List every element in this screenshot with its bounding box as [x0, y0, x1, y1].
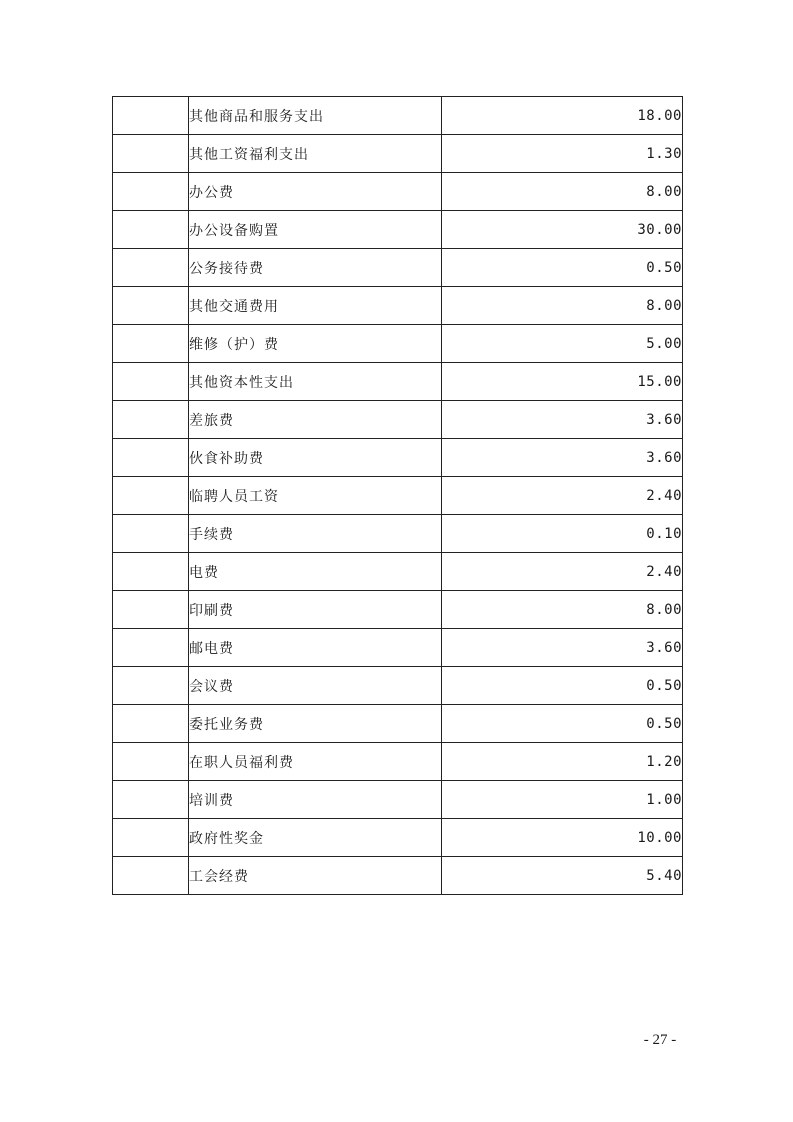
amount-cell: 0.50 [442, 249, 683, 287]
item-name-cell: 其他工资福利支出 [189, 135, 442, 173]
item-name-cell: 委托业务费 [189, 705, 442, 743]
amount-cell: 2.40 [442, 477, 683, 515]
table-row [113, 553, 683, 591]
amount-cell: 8.00 [442, 287, 683, 325]
blank-cell [113, 249, 189, 287]
blank-cell [113, 211, 189, 249]
table-row [113, 401, 683, 439]
item-name-cell: 其他商品和服务支出 [189, 97, 442, 135]
blank-cell [113, 97, 189, 135]
item-name-cell: 维修（护）费 [189, 325, 442, 363]
table-row [113, 819, 683, 857]
amount-cell: 2.40 [442, 553, 683, 591]
item-name-cell: 办公费 [189, 173, 442, 211]
blank-cell [113, 819, 189, 857]
amount-cell: 1.00 [442, 781, 683, 819]
blank-cell [113, 135, 189, 173]
item-name-cell: 工会经费 [189, 857, 442, 895]
item-name-cell: 其他资本性支出 [189, 363, 442, 401]
page-number: - 27 - [643, 1032, 677, 1048]
table-row [113, 667, 683, 705]
table-row [113, 287, 683, 325]
amount-cell: 1.20 [442, 743, 683, 781]
item-name-cell: 在职人员福利费 [189, 743, 442, 781]
item-name-cell: 政府性奖金 [189, 819, 442, 857]
blank-cell [113, 401, 189, 439]
amount-cell: 3.60 [442, 439, 683, 477]
table-row [113, 211, 683, 249]
table-row [113, 515, 683, 553]
amount-cell: 10.00 [442, 819, 683, 857]
amount-cell: 8.00 [442, 591, 683, 629]
blank-cell [113, 515, 189, 553]
table-row [113, 173, 683, 211]
item-name-cell: 会议费 [189, 667, 442, 705]
item-name-cell: 办公设备购置 [189, 211, 442, 249]
item-name-cell: 临聘人员工资 [189, 477, 442, 515]
blank-cell [113, 857, 189, 895]
table-row [113, 439, 683, 477]
amount-cell: 5.40 [442, 857, 683, 895]
item-name-cell: 其他交通费用 [189, 287, 442, 325]
amount-cell: 5.00 [442, 325, 683, 363]
amount-cell: 3.60 [442, 401, 683, 439]
item-name-cell: 印刷费 [189, 591, 442, 629]
blank-cell [113, 325, 189, 363]
item-name-cell: 公务接待费 [189, 249, 442, 287]
item-name-cell: 培训费 [189, 781, 442, 819]
item-name-cell: 差旅费 [189, 401, 442, 439]
blank-cell [113, 439, 189, 477]
expense-table-body [113, 97, 683, 895]
blank-cell [113, 591, 189, 629]
item-name-cell: 邮电费 [189, 629, 442, 667]
amount-cell: 3.60 [442, 629, 683, 667]
table-row [113, 705, 683, 743]
amount-cell: 0.50 [442, 705, 683, 743]
blank-cell [113, 629, 189, 667]
blank-cell [113, 363, 189, 401]
item-name-cell: 电费 [189, 553, 442, 591]
blank-cell [113, 743, 189, 781]
table-row [113, 857, 683, 895]
table-row [113, 363, 683, 401]
blank-cell [113, 667, 189, 705]
blank-cell [113, 705, 189, 743]
blank-cell [113, 477, 189, 515]
table-row [113, 629, 683, 667]
table-row [113, 325, 683, 363]
amount-cell: 30.00 [442, 211, 683, 249]
amount-cell: 8.00 [442, 173, 683, 211]
item-name-cell: 手续费 [189, 515, 442, 553]
table-row [113, 97, 683, 135]
amount-cell: 1.30 [442, 135, 683, 173]
blank-cell [113, 781, 189, 819]
amount-cell: 0.10 [442, 515, 683, 553]
amount-cell: 18.00 [442, 97, 683, 135]
table-row [113, 781, 683, 819]
table-row [113, 477, 683, 515]
blank-cell [113, 553, 189, 591]
amount-cell: 15.00 [442, 363, 683, 401]
blank-cell [113, 287, 189, 325]
table-row [113, 591, 683, 629]
amount-cell: 0.50 [442, 667, 683, 705]
table-row [113, 135, 683, 173]
expense-table [112, 96, 683, 895]
table-row [113, 743, 683, 781]
blank-cell [113, 173, 189, 211]
item-name-cell: 伙食补助费 [189, 439, 442, 477]
table-row [113, 249, 683, 287]
